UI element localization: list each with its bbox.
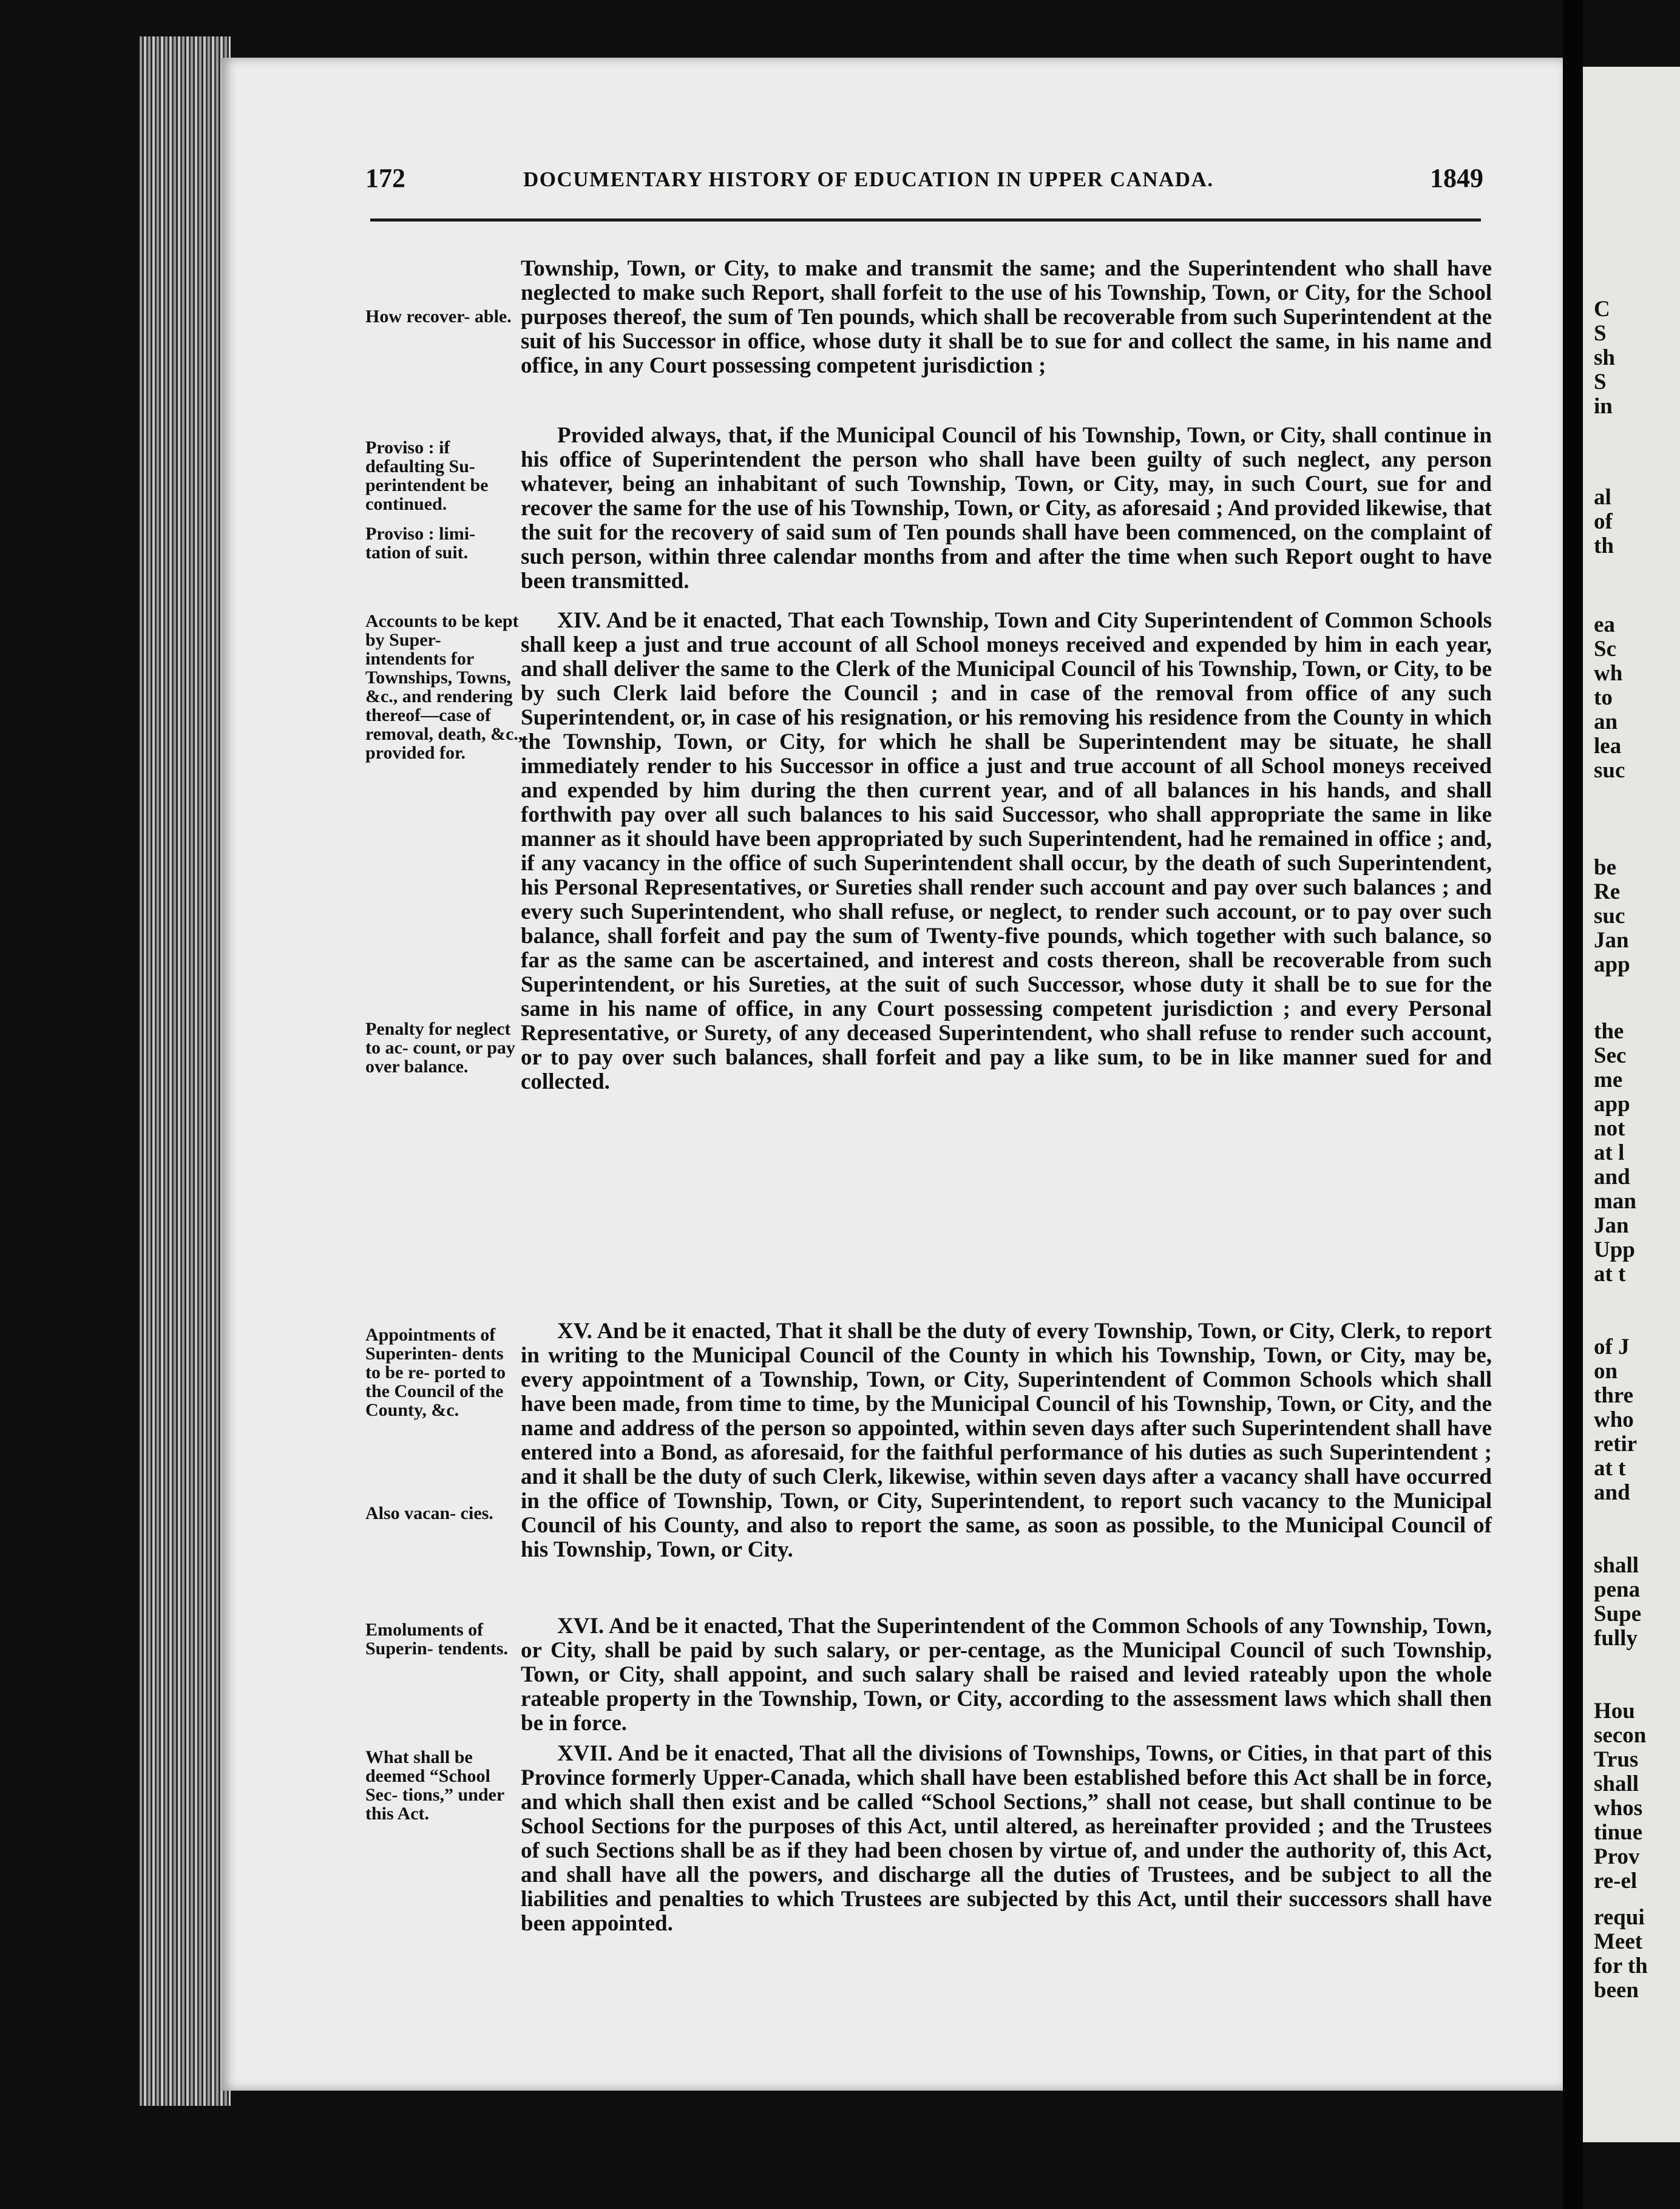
page-gutter — [1563, 0, 1583, 2209]
facing-page-fragment: me — [1594, 1067, 1623, 1092]
facing-page-fragment: secon — [1594, 1723, 1647, 1748]
facing-page-fragment: man — [1594, 1189, 1636, 1214]
page-header — [365, 163, 1483, 199]
facing-page-fragment: for th — [1594, 1954, 1648, 1978]
facing-page-fragment: app — [1594, 952, 1630, 977]
facing-page-fragment: at t — [1594, 1262, 1626, 1287]
facing-page-fragment: and — [1594, 1480, 1630, 1505]
facing-page-fragment: Jan — [1594, 1213, 1629, 1238]
facing-page-fragment: not — [1594, 1116, 1625, 1141]
body-paragraph: Provided always, that, if the Municipal Council of his Township, Town, or City, shall continue in his office of Superintendent the person who shall have been guilty of such neglect, any person whatever, being an inhabitant of such Township, Town, or City, may, in such Court, sue for and recover the same for the use of his Township, Town, or City, as aforesaid ; And provided likewise, that the suit for the recovery of said sum of Ten pounds shall have been commenced, on the complaint of such person, within three calendar months from and after the time when such Report ought to have been transmitted. — [521, 423, 1492, 594]
facing-page-fragment: on — [1594, 1359, 1618, 1384]
facing-page-fragment: sh — [1594, 345, 1615, 370]
facing-page-fragment: shall — [1594, 1771, 1639, 1796]
section-paragraph: XVI. And be it enacted, That the Superintendent of the Common Schools of any Township, Town, or City, shall be paid by such salary, or per-centage, as the Municipal Council of such Township, Town, or City, shall appoint, and such salary shall be raised and levied rateably upon the whole rateable property in the Township, Town, or City, according to the assessment laws which shall then be in force. — [521, 1614, 1492, 1736]
margin-note: Proviso : if defaulting Su- perintendent be continued. — [365, 438, 489, 514]
facing-page-fragment: at t — [1594, 1456, 1626, 1481]
facing-page-edge — [1583, 67, 1680, 2142]
facing-page-fragment: pena — [1594, 1577, 1641, 1602]
facing-page-fragment: Sec — [1594, 1043, 1627, 1068]
section-paragraph: XV. And be it enacted, That it shall be the duty of every Township, Town, or City, Clerk, to report in writing to the Municipal Council of the County in which his Township, Town, or City, may be, every appointment of a Township, Town, or City, Superintendent of Common Schools which shall have been made, from time to time, by the Municipal Council of his Township, Town, or City, and the name and address of the person so appointed, within seven days after such Superintendent shall have entered into a Bond, as aforesaid, for the faithful performance of his duties as such Superintendent ; and it shall be the duty of such Clerk, likewise, within seven days after a vacancy shall have occurred in the office of Township, Town, or City, Superintendent, to report such vacancy to the Municipal Council of his County, and also to report the same, as soon as possible, to the Municipal Council of his Township, Town, or City. — [521, 1319, 1492, 1562]
facing-page-fragment: of — [1594, 509, 1613, 534]
facing-page-fragment: Meet — [1594, 1929, 1643, 1954]
facing-page-fragment: wh — [1594, 661, 1623, 686]
facing-page-fragment: re-el — [1594, 1869, 1638, 1893]
facing-page-fragment: whos — [1594, 1796, 1643, 1821]
margin-note: Penalty for neglect to ac- count, or pay over balance. — [365, 1019, 515, 1077]
facing-page-fragment: the — [1594, 1019, 1624, 1044]
margin-note: Accounts to be kept by Super- intendents for Townships, Towns, &c., and rendering thereof—case of removal, death, &c., provided for. — [365, 611, 523, 763]
book-page-edges — [140, 36, 231, 2106]
page-year: 1849 — [1430, 163, 1483, 193]
facing-page-fragment: to — [1594, 685, 1613, 710]
facing-page-fragment: Re — [1594, 879, 1621, 904]
facing-page-fragment: suc — [1594, 904, 1625, 929]
margin-note: Appointments of Superinten- dents to be re- ported to the Council of the County, &c. — [365, 1325, 506, 1420]
facing-page-fragment: Sc — [1594, 637, 1616, 661]
facing-page-fragment: al — [1594, 485, 1611, 510]
facing-page-fragment: Jan — [1594, 928, 1629, 953]
section-paragraph: XVII. And be it enacted, That all the divisions of Townships, Towns, or Cities, in that part of this Province formerly Upper-Canada, which shall have been established before this Act shall be in force, and which shall then exist and be called “School Sections,” shall not cease, but shall continue to be School Sections for the purposes of this Act, until altered, as hereinafter provided ; and the Trustees of such Sections shall be as if they had been chosen by virtue of, and under the authority of, this Act, and shall have all the powers, and discharge all the duties of Trustees, and be subject to all the liabilities and penalties to which Trustees are subjected by this Act, until their successors shall have been appointed. — [521, 1741, 1492, 1936]
facing-page-fragment: an — [1594, 709, 1618, 734]
facing-page-fragment: and — [1594, 1165, 1630, 1189]
facing-page-fragment: C — [1594, 297, 1610, 322]
facing-page-fragment: in — [1594, 394, 1613, 419]
facing-page-fragment: of J — [1594, 1335, 1630, 1359]
margin-note: Emoluments of Superin- tendents. — [365, 1620, 509, 1659]
facing-page-fragment: Prov — [1594, 1844, 1640, 1869]
facing-page-fragment: app — [1594, 1092, 1630, 1117]
header-rule — [370, 218, 1481, 222]
facing-page-fragment: fully — [1594, 1626, 1638, 1651]
facing-page-fragment: tinue — [1594, 1820, 1643, 1845]
facing-page-fragment: who — [1594, 1407, 1634, 1432]
facing-page-fragment: suc — [1594, 758, 1625, 783]
facing-page-fragment: lea — [1594, 734, 1622, 759]
margin-note: How recover- able. — [365, 306, 512, 326]
facing-page-fragment: retir — [1594, 1432, 1638, 1456]
margin-note: Proviso : limi- tation of suit. — [365, 524, 476, 563]
facing-page-fragment: ea — [1594, 612, 1615, 637]
page-number: 172 — [365, 163, 405, 193]
facing-page-fragment: Hou — [1594, 1699, 1635, 1724]
section-paragraph: XIV. And be it enacted, That each Township, Town and City Superintendent of Common Schools shall keep a just and true account of all School moneys received and expended by him in each year, and shall deliver the same to the Clerk of the Municipal Council of his Township, Town, or City, to be by such Clerk laid before the Council ; and in case of the removal from office of any such Superintendent, or, in case of his resignation, or his removing his residence from the County in which the Township, Town, or City, for which he shall be Superintendent may be situate, he shall immediately render to his Successor in office a just and true account of all School moneys received and expended by him during the then current year, and of all balances in his hands, and shall forthwith pay over all such balances to his said Successor, who shall appropriate the same in like manner as it should have been appropriated by such Superintendent, had he remained in office ; and, if any vacancy in the office of such Superintendent shall occur, by the death of such Superintendent, his Personal Representatives, or Sureties shall render such account and pay over such balances ; and every such Superintendent, who shall refuse, or neglect, to render such account, or to pay over such balance, shall forfeit and pay the sum of Twenty-five pounds, which together with such balance, so far as the same can be ascertained, and interest and costs thereon, shall be recoverable from such Superintendent, or his Sureties, at the suit of such Successor, whose duty it shall be to sue for the same in his name of office, in any Court possessing competent jurisdiction ; and every Personal Representative, or Surety, of any deceased Superintendent, who shall refuse to render such account, or to pay over such balances, shall forfeit and pay a like sum, to be in like manner sued for and collected. — [521, 608, 1492, 1094]
body-paragraph: Township, Town, or City, to make and transmit the same; and the Superintendent who shall have neglected to make such Report, shall forfeit to the use of his Township, Town, or City, for the School purposes thereof, the sum of Ten pounds, which shall be recoverable from such Superintendent at the suit of his Successor in office, whose duty it shall be to sue for and collect the same, in his name and office, in any Court possessing competent jurisdiction ; — [521, 256, 1492, 378]
running-title: DOCUMENTARY HISTORY OF EDUCATION IN UPPER CANADA. — [523, 167, 1214, 191]
facing-page-fragment: S — [1594, 321, 1607, 346]
facing-page-fragment: Supe — [1594, 1602, 1642, 1626]
facing-page-fragment: Trus — [1594, 1747, 1639, 1772]
margin-note: Also vacan- cies. — [365, 1503, 493, 1523]
facing-page-fragment: been — [1594, 1978, 1639, 2003]
facing-page-fragment: be — [1594, 855, 1616, 880]
facing-page-fragment: shall — [1594, 1553, 1639, 1578]
facing-page-fragment: Upp — [1594, 1237, 1635, 1262]
facing-page-fragment: S — [1594, 370, 1607, 394]
margin-note: What shall be deemed “School Sec- tions,” under this Act. — [365, 1747, 504, 1824]
facing-page-fragment: at l — [1594, 1140, 1625, 1165]
facing-page-fragment: th — [1594, 533, 1614, 558]
facing-page-fragment: thre — [1594, 1383, 1634, 1408]
facing-page-fragment: requi — [1594, 1905, 1645, 1930]
